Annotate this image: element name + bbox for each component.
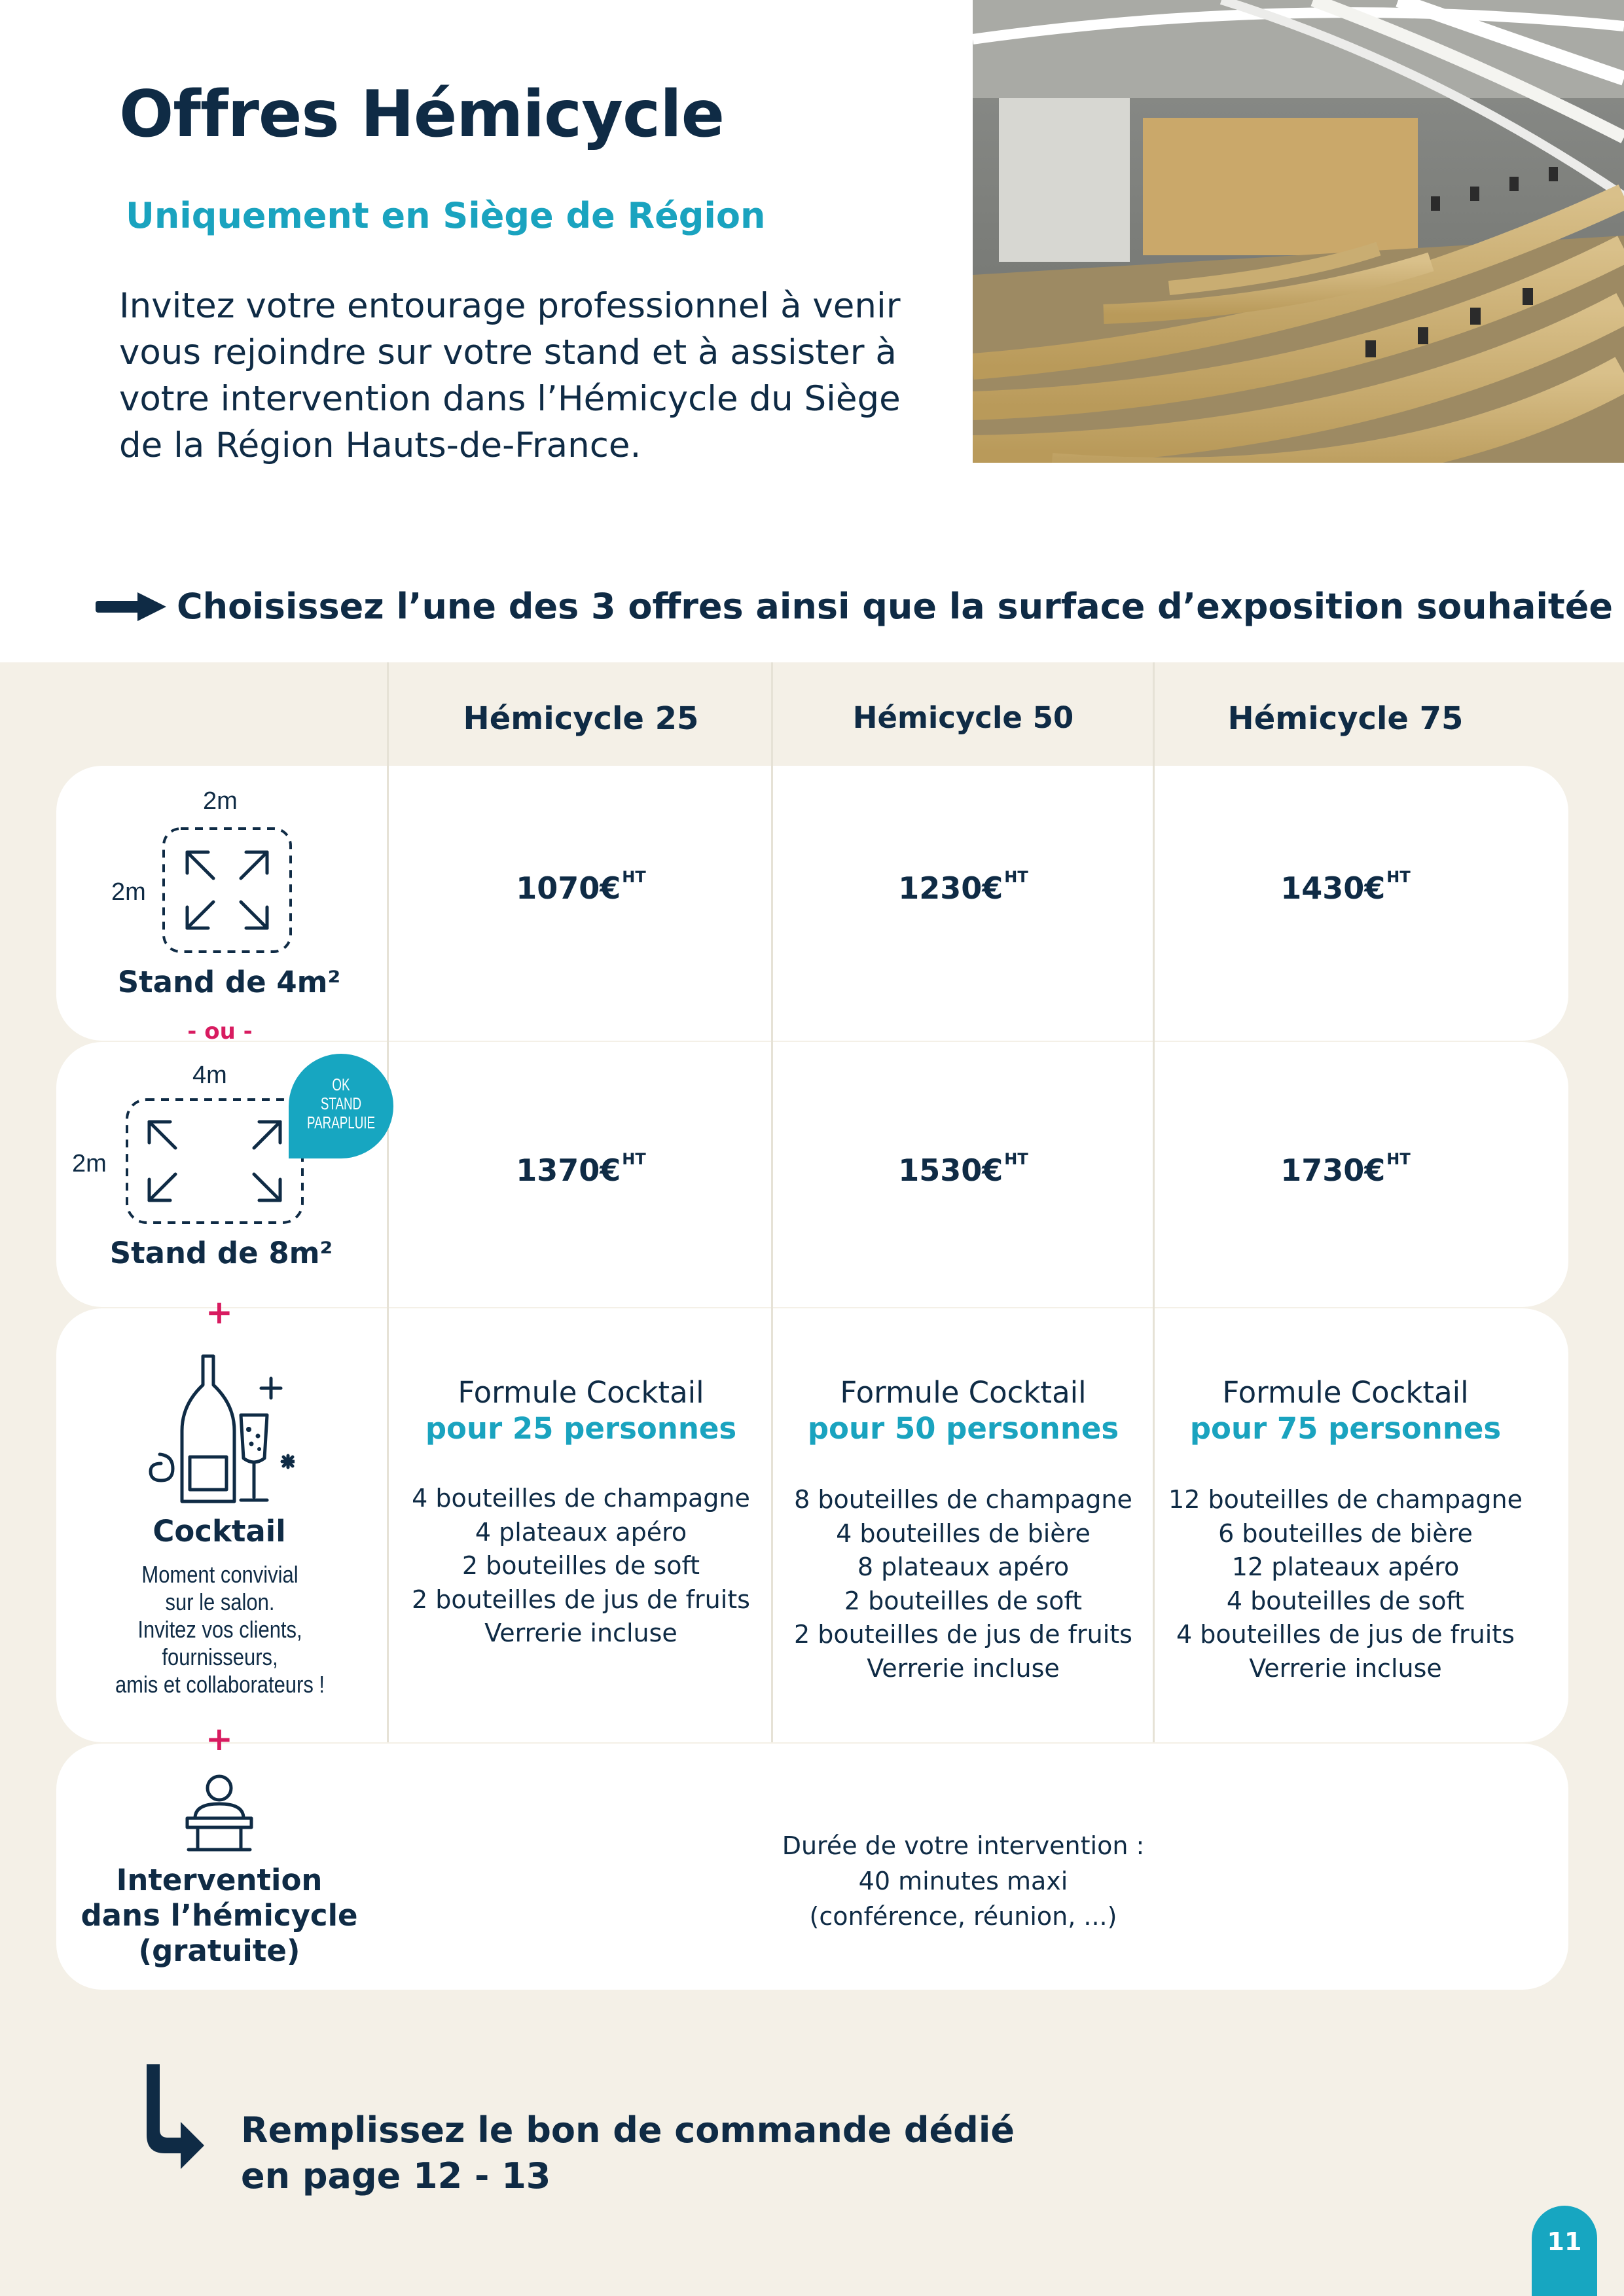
intervention-label bbox=[79, 1863, 360, 1969]
order-form-cta bbox=[241, 2108, 1015, 2199]
price-stand4-hemicycle-25: 1070€$^{HT}$ bbox=[516, 868, 646, 906]
cocktail-offer-50 bbox=[772, 1374, 1154, 1685]
intervention-label-line: (gratuite) bbox=[138, 1933, 300, 1968]
price-stand8-hemicycle-25: 1370€$^{HT}$ bbox=[516, 1150, 646, 1188]
offer-item: 4 bouteilles de champagne bbox=[412, 1484, 750, 1513]
offer-item: 8 bouteilles de champagne bbox=[794, 1485, 1132, 1514]
cocktail-offer-75 bbox=[1154, 1374, 1537, 1685]
description-line: amis et collaborateurs ! bbox=[115, 1671, 325, 1698]
intervention-detail-line: 40 minutes maxi bbox=[858, 1867, 1068, 1895]
column-header-hemicycle-25: Hémicycle 25 bbox=[463, 700, 699, 737]
offer-item: 4 bouteilles de soft bbox=[1226, 1586, 1465, 1615]
stand-4-height: 2m bbox=[111, 878, 146, 906]
plus-sign: + bbox=[206, 1293, 233, 1331]
badge-line: STAND bbox=[320, 1094, 362, 1113]
formule-title: Formule Cocktail bbox=[1222, 1375, 1469, 1410]
offer-item: 6 bouteilles de bière bbox=[1218, 1518, 1473, 1548]
offer-item: 4 plateaux apéro bbox=[475, 1517, 687, 1547]
cocktail-description bbox=[107, 1561, 333, 1698]
stand-8-width: 4m bbox=[192, 1062, 227, 1089]
page-subtitle: Uniquement en Siège de Région bbox=[126, 195, 766, 236]
hemicycle-photo bbox=[973, 0, 1624, 463]
intervention-detail-line: Durée de votre intervention : bbox=[782, 1831, 1145, 1860]
description-line: sur le salon. bbox=[165, 1588, 275, 1615]
stand-8-label: Stand de 8m² bbox=[109, 1236, 333, 1270]
intro-text bbox=[119, 283, 944, 469]
formule-persons: pour 25 personnes bbox=[425, 1411, 737, 1446]
intro-line: de la Région Hauts-de-France. bbox=[119, 425, 641, 465]
offer-item: 12 plateaux apéro bbox=[1231, 1552, 1460, 1581]
description-line: Invitez vos clients, bbox=[137, 1616, 302, 1643]
page-number: 11 bbox=[1532, 2206, 1597, 2296]
arrow-down-right-icon bbox=[140, 2064, 206, 2169]
column-header-hemicycle-50: Hémicycle 50 bbox=[852, 700, 1074, 735]
offer-item: 2 bouteilles de jus de fruits bbox=[794, 1620, 1132, 1649]
offer-item: 4 bouteilles de jus de fruits bbox=[1176, 1620, 1515, 1649]
arrow-right-icon bbox=[96, 592, 166, 621]
stand-parapluie-badge bbox=[289, 1054, 393, 1158]
price-stand4-hemicycle-50: 1230€$^{HT}$ bbox=[898, 868, 1028, 906]
formule-persons: pour 50 personnes bbox=[807, 1411, 1119, 1446]
offer-item: 2 bouteilles de soft bbox=[461, 1551, 700, 1580]
offer-item: 2 bouteilles de soft bbox=[844, 1586, 1083, 1615]
cocktail-label: Cocktail bbox=[153, 1514, 286, 1549]
offer-item: 8 plateaux apéro bbox=[857, 1552, 1070, 1581]
badge-line: PARAPLUIE bbox=[306, 1113, 376, 1132]
description-line: fournisseurs, bbox=[162, 1643, 278, 1670]
offer-item: Verrerie incluse bbox=[1249, 1653, 1442, 1683]
column-header-hemicycle-75: Hémicycle 75 bbox=[1227, 700, 1464, 737]
intervention-label-line: dans l’hémicycle bbox=[81, 1898, 358, 1933]
column-divider bbox=[387, 662, 389, 1742]
stand-8-expand-icon bbox=[124, 1097, 305, 1225]
badge-line: OK bbox=[332, 1075, 350, 1094]
plus-sign: + bbox=[206, 1720, 233, 1758]
formule-persons: pour 75 personnes bbox=[1189, 1411, 1502, 1446]
stand-8-height: 2m bbox=[72, 1150, 107, 1177]
intervention-label-line: Intervention bbox=[116, 1863, 323, 1897]
formule-title: Formule Cocktail bbox=[840, 1375, 1087, 1410]
price-stand4-hemicycle-75: 1430€$^{HT}$ bbox=[1280, 868, 1411, 906]
price-stand8-hemicycle-75: 1730€$^{HT}$ bbox=[1280, 1150, 1411, 1188]
formule-title: Formule Cocktail bbox=[458, 1375, 704, 1410]
speaker-podium-icon bbox=[183, 1774, 255, 1852]
instruction bbox=[96, 586, 1613, 627]
offer-item: Verrerie incluse bbox=[867, 1653, 1060, 1683]
intro-line: Invitez votre entourage professionnel à venir bbox=[119, 286, 901, 326]
instruction-text: Choisissez l’une des 3 offres ainsi que la surface d’exposition souhaitée bbox=[177, 586, 1613, 627]
cta-line: en page 12 - 13 bbox=[241, 2155, 551, 2197]
offer-item: 2 bouteilles de jus de fruits bbox=[412, 1585, 750, 1614]
cta-line: Remplissez le bon de commande dédié bbox=[241, 2109, 1015, 2151]
offer-item: 4 bouteilles de bière bbox=[836, 1518, 1091, 1548]
champagne-icon bbox=[143, 1352, 295, 1511]
stand-4-expand-icon bbox=[161, 826, 293, 954]
cocktail-offer-25 bbox=[389, 1374, 772, 1651]
or-separator: - ou - bbox=[187, 1018, 253, 1045]
intervention-detail-line: (conférence, réunion, ...) bbox=[809, 1902, 1117, 1931]
price-stand8-hemicycle-50: 1530€$^{HT}$ bbox=[898, 1150, 1028, 1188]
intervention-details bbox=[772, 1828, 1154, 1934]
intro-line: votre intervention dans l’Hémicycle du Siège bbox=[119, 379, 901, 419]
page-title: Offres Hémicycle bbox=[119, 77, 725, 152]
offer-item: Verrerie incluse bbox=[484, 1619, 677, 1647]
description-line: Moment convivial bbox=[141, 1561, 298, 1588]
stand-4-label: Stand de 4m² bbox=[117, 965, 341, 999]
offer-item: 12 bouteilles de champagne bbox=[1168, 1485, 1523, 1514]
stand-4-width: 2m bbox=[203, 787, 238, 815]
intro-line: vous rejoindre sur votre stand et à assister à bbox=[119, 332, 897, 372]
